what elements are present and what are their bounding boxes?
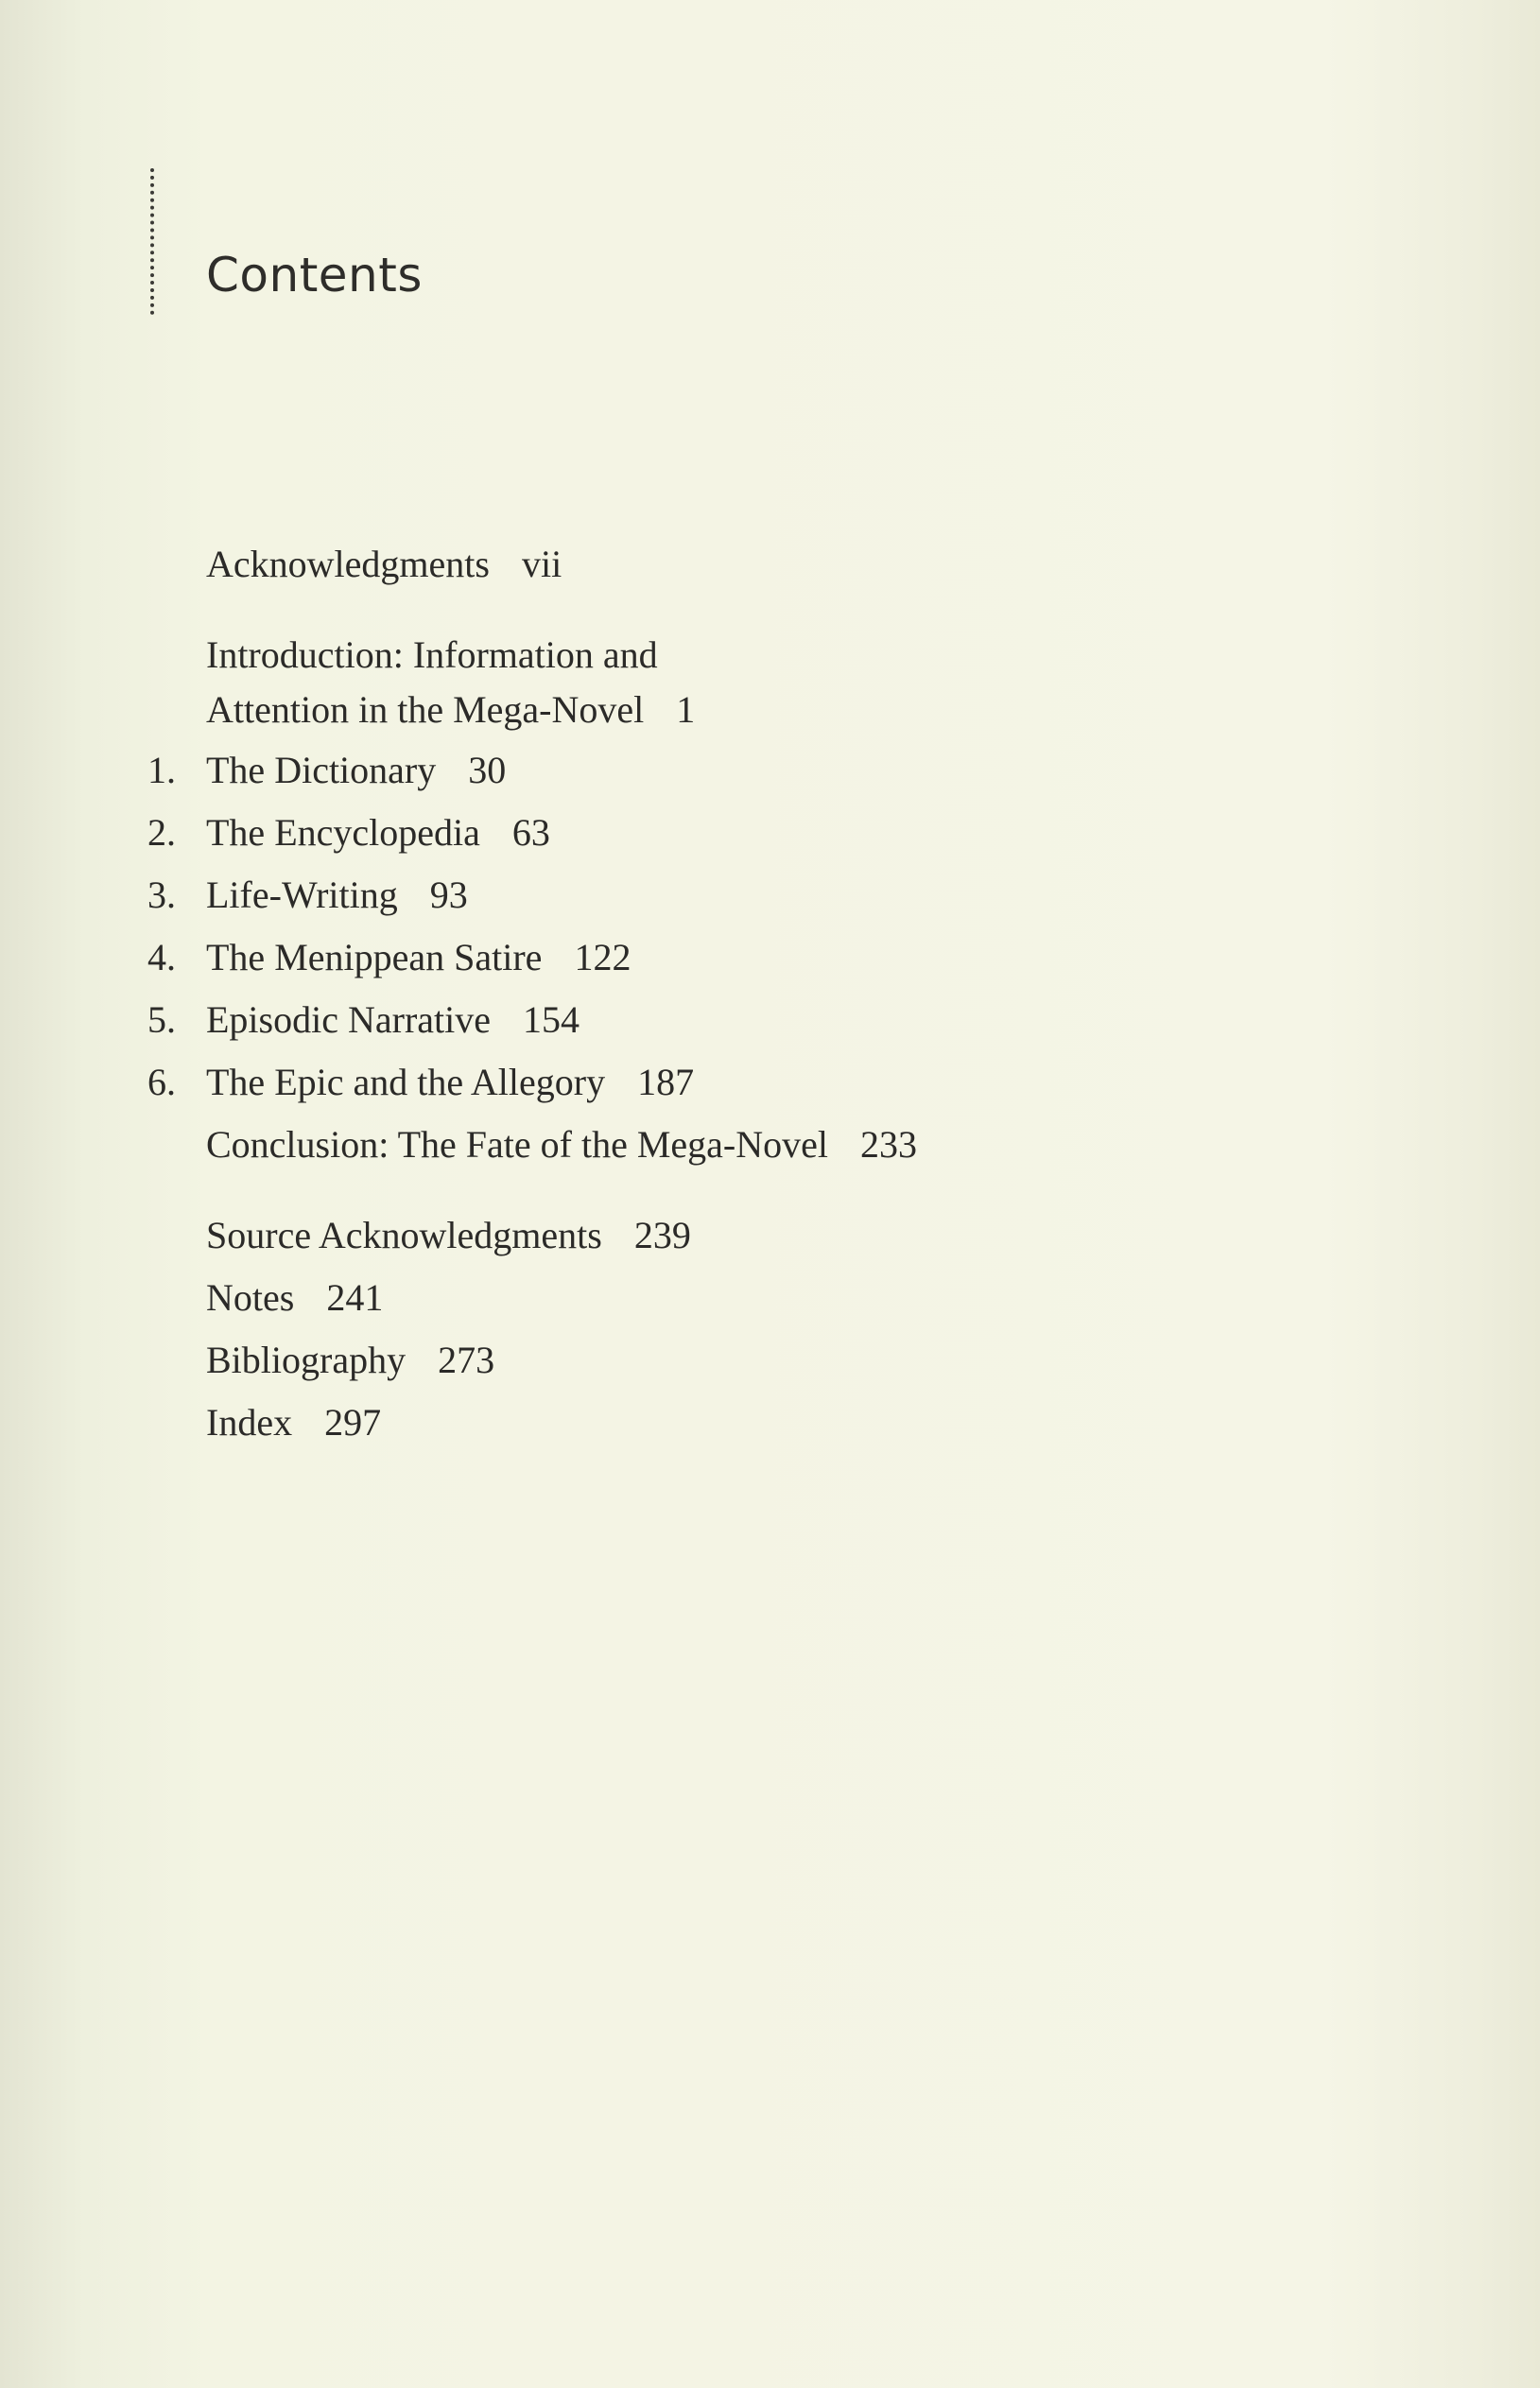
toc-entry-page: vii [521,543,562,585]
chapter-number: 5. [147,998,176,1041]
toc-entry-page: 1 [676,688,696,731]
toc-entry-title-line1: Introduction: Information and [206,633,658,676]
toc-entry-title-wrapper [206,805,550,860]
toc-entry-title-line2-wrapper [206,683,695,737]
toc-entry-page: 273 [438,1339,495,1381]
toc-entry-page: 154 [523,998,580,1041]
toc-entry-title-wrapper [206,628,695,737]
toc-entry-page: 239 [633,1214,691,1256]
chapter-number: 4. [147,936,176,978]
toc-entry-title: The Epic and the Allegory [206,1061,606,1103]
toc-entry-page: 63 [511,811,550,854]
toc-entry-page: 187 [637,1061,695,1103]
toc-entry-title: Notes [206,1276,295,1319]
toc-entry-title-wrapper [206,1271,383,1325]
toc-entry-title-wrapper [206,930,631,985]
toc-entry-title-wrapper [206,1055,694,1110]
toc-entry-page: 233 [860,1123,918,1166]
toc-entry-page: 93 [429,874,468,916]
toc-entry-title-wrapper [206,1208,691,1263]
toc-entry-title: Life-Writing [206,874,398,916]
dotted-rule-decoration [150,168,154,315]
toc-entry-title: Index [206,1401,293,1444]
toc-entry-page: 30 [468,749,507,791]
toc-entry-page: 241 [326,1276,384,1319]
toc-entry-title: Acknowledgments [206,543,490,585]
toc-entry-page: 297 [324,1401,382,1444]
toc-entry-title: Conclusion: The Fate of the Mega-Novel [206,1123,829,1166]
toc-entry-title: Bibliography [206,1339,407,1381]
toc-entry-page: 122 [574,936,632,978]
toc-entry-title-wrapper [206,993,580,1047]
chapter-number: 6. [147,1061,176,1103]
toc-entry-title-wrapper [206,868,468,923]
toc-entry-title: The Dictionary [206,749,437,791]
toc-entry-title-line2: Attention in the Mega-Novel [206,688,645,731]
toc-entry-title: The Encyclopedia [206,811,480,854]
toc-entry-title-wrapper [206,1333,494,1388]
toc-entry-title: Source Acknowledgments [206,1214,602,1256]
page-title: Contents [206,248,423,303]
toc-entry-title-wrapper [206,537,562,592]
chapter-number: 3. [147,874,176,916]
chapter-number: 2. [147,811,176,854]
chapter-number: 1. [147,749,176,791]
toc-entry-title-wrapper [206,1395,381,1450]
toc-entry-title-wrapper [206,1117,917,1172]
toc-entry-title-wrapper [206,743,506,798]
toc-entry-title: The Menippean Satire [206,936,543,978]
toc-entry-title: Episodic Narrative [206,998,491,1041]
